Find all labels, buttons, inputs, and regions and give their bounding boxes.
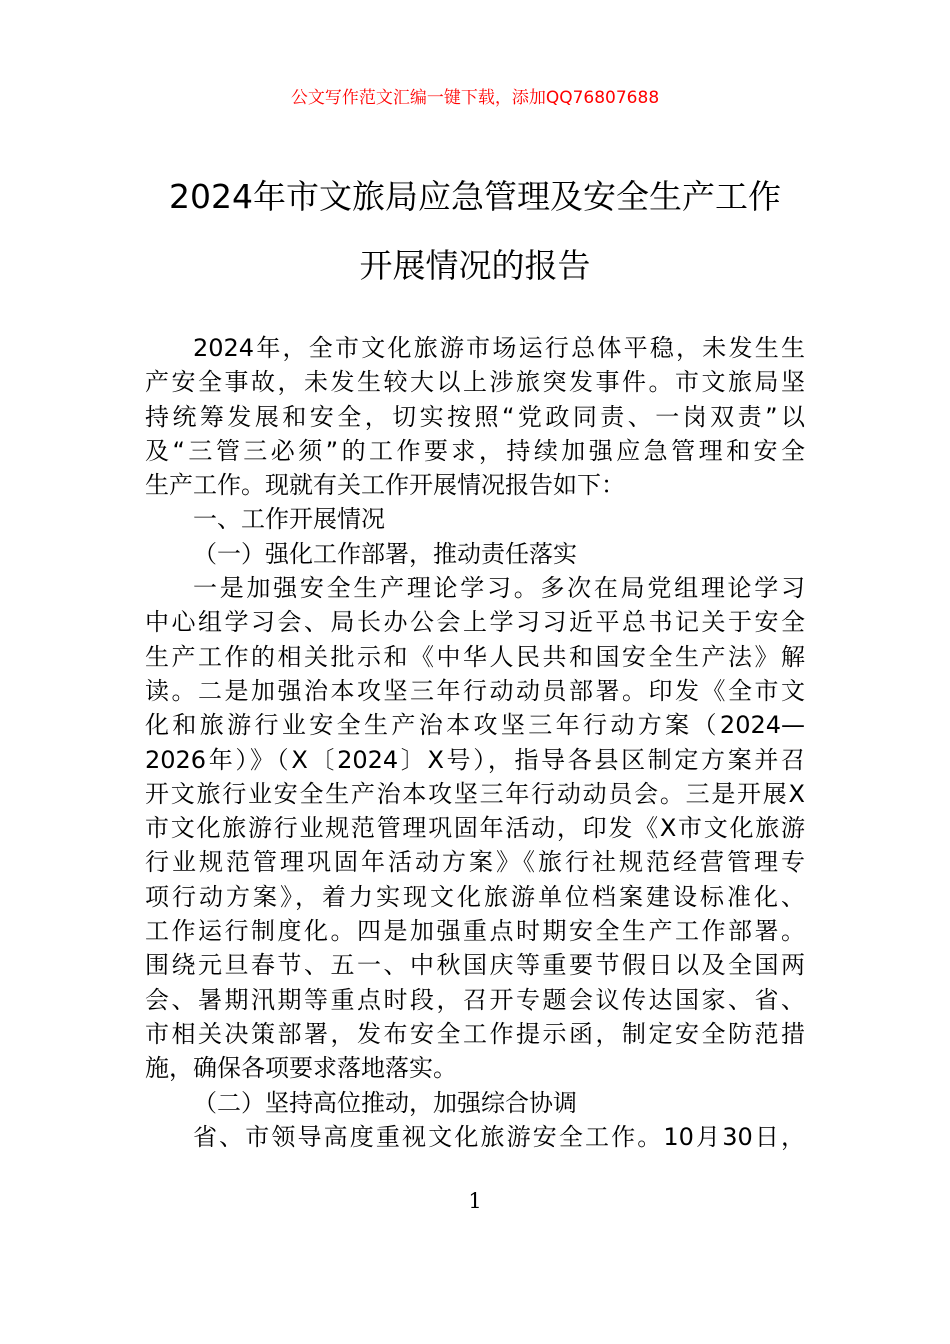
paragraph-line: 项行动方案》，着力实现文化旅游单位档案建设标准化、 <box>145 882 805 911</box>
paragraph-line: 及“三管三必须”的工作要求，持续加强应急管理和安全 <box>145 436 805 465</box>
section-heading: 一、工作开展情况 <box>193 505 385 534</box>
paragraph-line: 工作运行制度化。四是加强重点时期安全生产工作部署。 <box>145 917 805 946</box>
subsection-heading: （二）坚持高位推动，加强综合协调 <box>193 1088 577 1117</box>
paragraph-line: 市文化旅游行业规范管理巩固年活动，印发《X市文化旅游 <box>145 814 805 843</box>
paragraph-line: 持统筹发展和安全，切实按照“党政同责、一岗双责”以 <box>145 402 805 431</box>
paragraph-line: 市相关决策部署，发布安全工作提示函，制定安全防范措 <box>145 1019 805 1048</box>
paragraph-line: 产安全事故，未发生较大以上涉旅突发事件。市文旅局坚 <box>145 368 805 397</box>
paragraph-line: 省、市领导高度重视文化旅游安全工作。10月30日， <box>193 1122 805 1151</box>
paragraph-line: 读。二是加强治本攻坚三年行动动员部署。印发《全市文 <box>145 676 805 705</box>
paragraph-line: 2024年，全市文化旅游市场运行总体平稳，未发生生 <box>193 334 805 362</box>
paragraph-line: 2026年）》（X〔2024〕X号），指导各县区制定方案并召 <box>145 745 805 774</box>
paragraph-line: 生产工作。现就有关工作开展情况报告如下： <box>145 471 625 500</box>
subsection-heading: （一）强化工作部署，推动责任落实 <box>193 539 577 568</box>
page-number: 1 <box>468 1189 482 1213</box>
document-body <box>145 331 805 1154</box>
document-title-line-1: 2024年市文旅局应急管理及安全生产工作 <box>169 177 781 216</box>
paragraph-line: 中心组学习会、局长办公会上学习习近平总书记关于安全 <box>145 608 805 637</box>
download-banner: 公文写作范文汇编一键下载，添加QQ76807688 <box>290 88 660 108</box>
paragraph-line: 生产工作的相关批示和《中华人民共和国安全生产法》解 <box>145 642 805 671</box>
paragraph-line: 开文旅行业安全生产治本攻坚三年行动动员会。三是开展X <box>145 779 805 808</box>
paragraph-line: 会、暑期汛期等重点时段，召开专题会议传达国家、省、 <box>145 985 805 1014</box>
paragraph-line: 化和旅游行业安全生产治本攻坚三年行动方案（2024— <box>145 711 805 740</box>
paragraph-line: 围绕元旦春节、五一、中秋国庆等重要节假日以及全国两 <box>145 951 805 980</box>
paragraph-line: 一是加强安全生产理论学习。多次在局党组理论学习 <box>193 574 805 603</box>
paragraph-line: 行业规范管理巩固年活动方案》《旅行社规范经营管理专 <box>145 848 805 877</box>
document-title-line-2: 开展情况的报告 <box>359 246 591 285</box>
paragraph-line: 施，确保各项要求落地落实。 <box>145 1054 457 1083</box>
